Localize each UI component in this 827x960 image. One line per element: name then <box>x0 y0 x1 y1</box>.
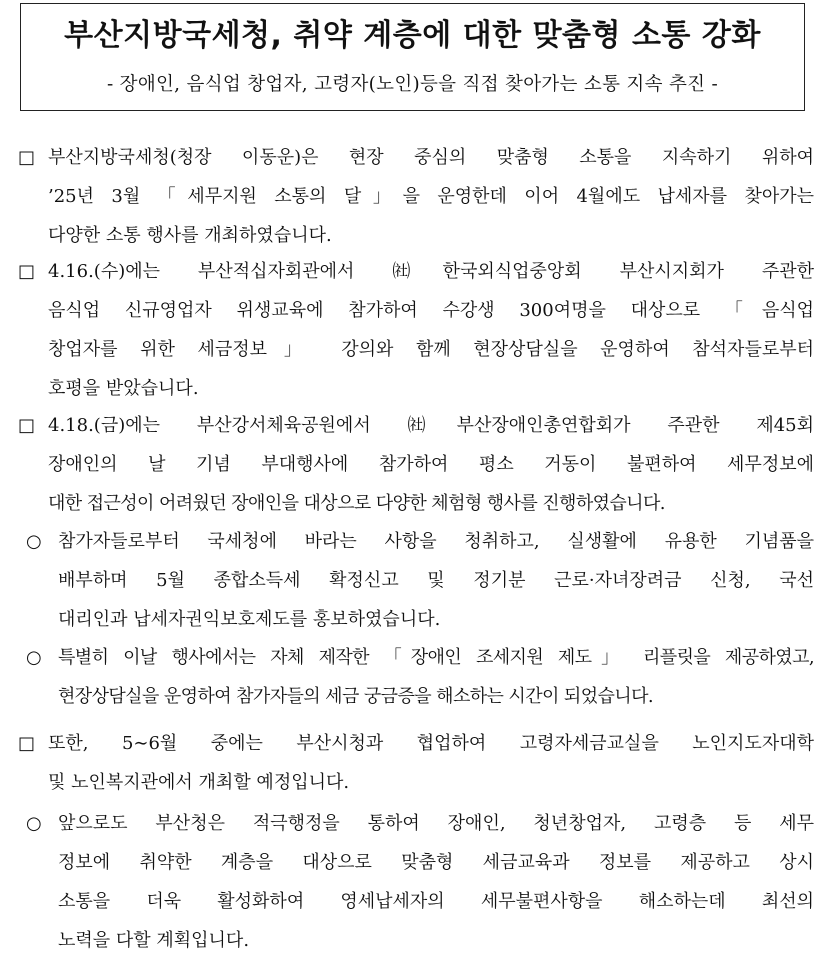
title-box <box>20 3 805 111</box>
square-bullet: □ <box>18 415 36 436</box>
paragraph-3-line-3: 대한 접근성이 어려웠던 장애인을 대상으로 다양한 체험형 행사를 진행하였습니다. <box>48 493 665 514</box>
sub-paragraph-3b <box>26 638 814 716</box>
circle-bullet: ○ <box>26 647 42 668</box>
paragraph-4-line-1: □ 또한, 5∼6월 중에는 부산시청과 협업하여 고령자세금교실을 노인지도자대학 <box>18 724 814 763</box>
paragraph-2-line-1: □ 4.16.(수)에는 부산적십자회관에서 ㈳한국외식업중앙회 부산시지회가 주관한 <box>18 252 814 291</box>
sub-paragraph-3a-line-1: ○ 참가자들로부터 국세청에 바라는 사항을 청취하고, 실생활에 유용한 기념품을 <box>26 522 814 561</box>
square-bullet: □ <box>18 147 36 168</box>
sub-paragraph-3a-line-2: 배부하며 5월 종합소득세 확정신고 및 정기분 근로·자녀장려금 신청, 국선 <box>58 570 814 591</box>
paragraph-1-line-1: □ 부산지방국세청(청장 이동운)은 현장 중심의 맞춤형 소통을 지속하기 위하여 <box>18 138 814 177</box>
paragraph-2-line-2: 음식업 신규영업자 위생교육에 참가하여 수강생 300여명을 대상으로 「음식업 <box>48 300 814 321</box>
sub-paragraph-3b-line-2: 현장상담실을 운영하여 참가자들의 세금 궁금증을 해소하는 시간이 되었습니다. <box>58 686 653 707</box>
sub-paragraph-4a-line-4: 노력을 다할 계획입니다. <box>58 930 250 951</box>
sub-paragraph-3b-line-1: ○ 특별히 이날 행사에서는 자체 제작한 「장애인 조세지원 제도」 리플릿을 제공하였고, <box>26 638 814 677</box>
sub-paragraph-4a-line-1: ○ 앞으로도 부산청은 적극행정을 통하여 장애인, 청년창업자, 고령층 등 세무 <box>26 804 814 843</box>
page-title: 부산지방국세청, 취약 계층에 대한 맞춤형 소통 강화 <box>64 18 761 53</box>
square-bullet: □ <box>18 733 36 754</box>
paragraph-1-line-3: 다양한 소통 행사를 개최하였습니다. <box>48 225 332 246</box>
sub-paragraph-3a <box>26 522 814 639</box>
sub-paragraph-4a <box>26 804 814 960</box>
paragraph-3 <box>18 406 814 523</box>
paragraph-3-line-2: 장애인의 날 기념 부대행사에 참가하여 평소 거동이 불편하여 세무정보에 <box>48 454 814 475</box>
paragraph-2 <box>18 252 814 408</box>
paragraph-4 <box>18 724 814 802</box>
page-subtitle: - 장애인, 음식업 창업자, 고령자(노인)등을 직접 찾아가는 소통 지속 추진 - <box>106 74 719 95</box>
circle-bullet: ○ <box>26 531 42 552</box>
paragraph-3-line-1: □ 4.18.(금)에는 부산강서체육공원에서 ㈳부산장애인총연합회가 주관한 제45회 <box>18 406 814 445</box>
paragraph-1 <box>18 138 814 255</box>
paragraph-4-line-2: 및 노인복지관에서 개최할 예정입니다. <box>48 772 350 793</box>
sub-paragraph-4a-line-2: 정보에 취약한 계층을 대상으로 맞춤형 세금교육과 정보를 제공하고 상시 <box>58 852 814 873</box>
paragraph-1-line-2: ’25년 3월 「세무지원 소통의 달」을 운영한데 이어 4월에도 납세자를 찾아가는 <box>48 186 814 207</box>
sub-paragraph-3a-line-3: 대리인과 납세자권익보호제도를 홍보하였습니다. <box>58 609 441 630</box>
circle-bullet: ○ <box>26 813 42 834</box>
paragraph-2-line-4: 호평을 받았습니다. <box>48 378 199 399</box>
square-bullet: □ <box>18 261 36 282</box>
sub-paragraph-4a-line-3: 소통을 더욱 활성화하여 영세납세자의 세무불편사항을 해소하는데 최선의 <box>58 891 814 912</box>
paragraph-2-line-3: 창업자를 위한 세금정보」 강의와 함께 현장상담실을 운영하여 참석자들로부터 <box>48 339 814 360</box>
